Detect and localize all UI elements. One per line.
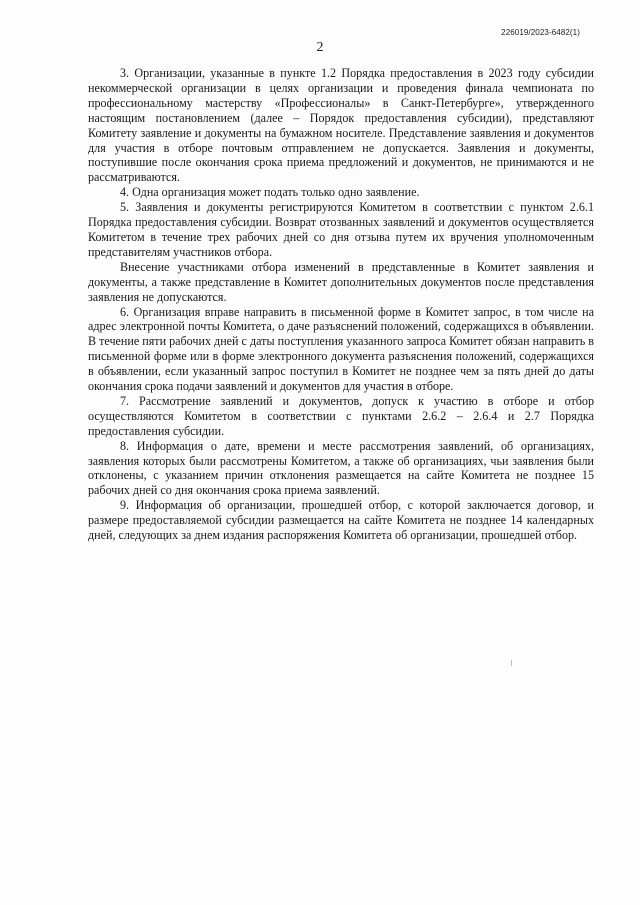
paragraph-5-changes: Внесение участниками отбора изменений в представленные в Комитет заявления и документы, а также представление в Комитет дополнительных документов после представления заявления не допускаются. [88, 259, 594, 304]
paragraph-8-review-information: 8. Информация о дате, времени и месте рассмотрения заявлений, об организациях, заявления которых были рассмотрены Комитетом, а также об организациях, чьи заявления были отклонены, с указанием причин отклонения размещается на сайте Комитета не позднее 15 рабочих дней со дня окончания срока приема заявлений. [88, 438, 594, 498]
paragraph-6-clarification-request: 6. Организация вправе направить в письменной форме в Комитет запрос, в том числе на адрес электронной почты Комитета, о даче разъяснений положений, содержащихся в объявлении. В течение пяти рабочих дней с даты поступления указанного запроса Комитет обязан направить в письменной форме или в форме электронного документа разъяснения положений, содержащихся в объявлении, если указанный запрос поступил в Комитет не позднее чем за пять дней до даты окончания срока подачи заявлений и документов для участия в отборе. [88, 304, 594, 394]
paragraph-7-review: 7. Рассмотрение заявлений и документов, допуск к участию в отборе и отбор осуществляются Комитетом в соответствии с пунктами 2.6.2 – 2.6.4 и 2.7 Порядка предоставления субсидии. [88, 393, 594, 438]
paragraph-5-registration: 5. Заявления и документы регистрируются Комитетом в соответствии с пунктом 2.6.1 Порядка предоставления субсидии. Возврат отозванных заявлений и документов осуществляется Комитетом в течение трех рабочих дней со дня отзыва путем их вручения уполномоченным представителям участников отбора. [88, 200, 594, 259]
document-body [88, 66, 594, 543]
paragraph-9-selection-result: 9. Информация об организации, прошедшей отбор, с которой заключается договор, и размере предоставляемой субсидии размещается на сайте Комитета не позднее 14 календарных дней, следующих за днем издания распоряжения Комитета об организации, прошедшей отбор. [88, 498, 594, 543]
scan-speck [511, 660, 512, 666]
paragraph-3-applications: 3. Организации, указанные в пункте 1.2 Порядка предоставления в 2023 году субсидии некоммерческой организации в целях организации и проведения финала чемпионата по профессиональному мастерству «Профессионалы» в Санкт-Петербурге», утвержденного настоящим постановлением (далее – Порядок предоставления субсидии), представляют Комитету заявление и документы на бумажном носителе. Представление заявления и документов для участия в отборе почтовым отправлением не допускается. Заявления и документы, поступившие после окончания срока приема предложений и документов, не принимаются и не рассматриваются. [88, 66, 594, 185]
document-registration-number: 226019/2023-6482(1) [501, 28, 580, 37]
paragraph-4-one-application: 4. Одна организация может подать только одно заявление. [120, 185, 420, 200]
page-number: 2 [316, 40, 324, 55]
